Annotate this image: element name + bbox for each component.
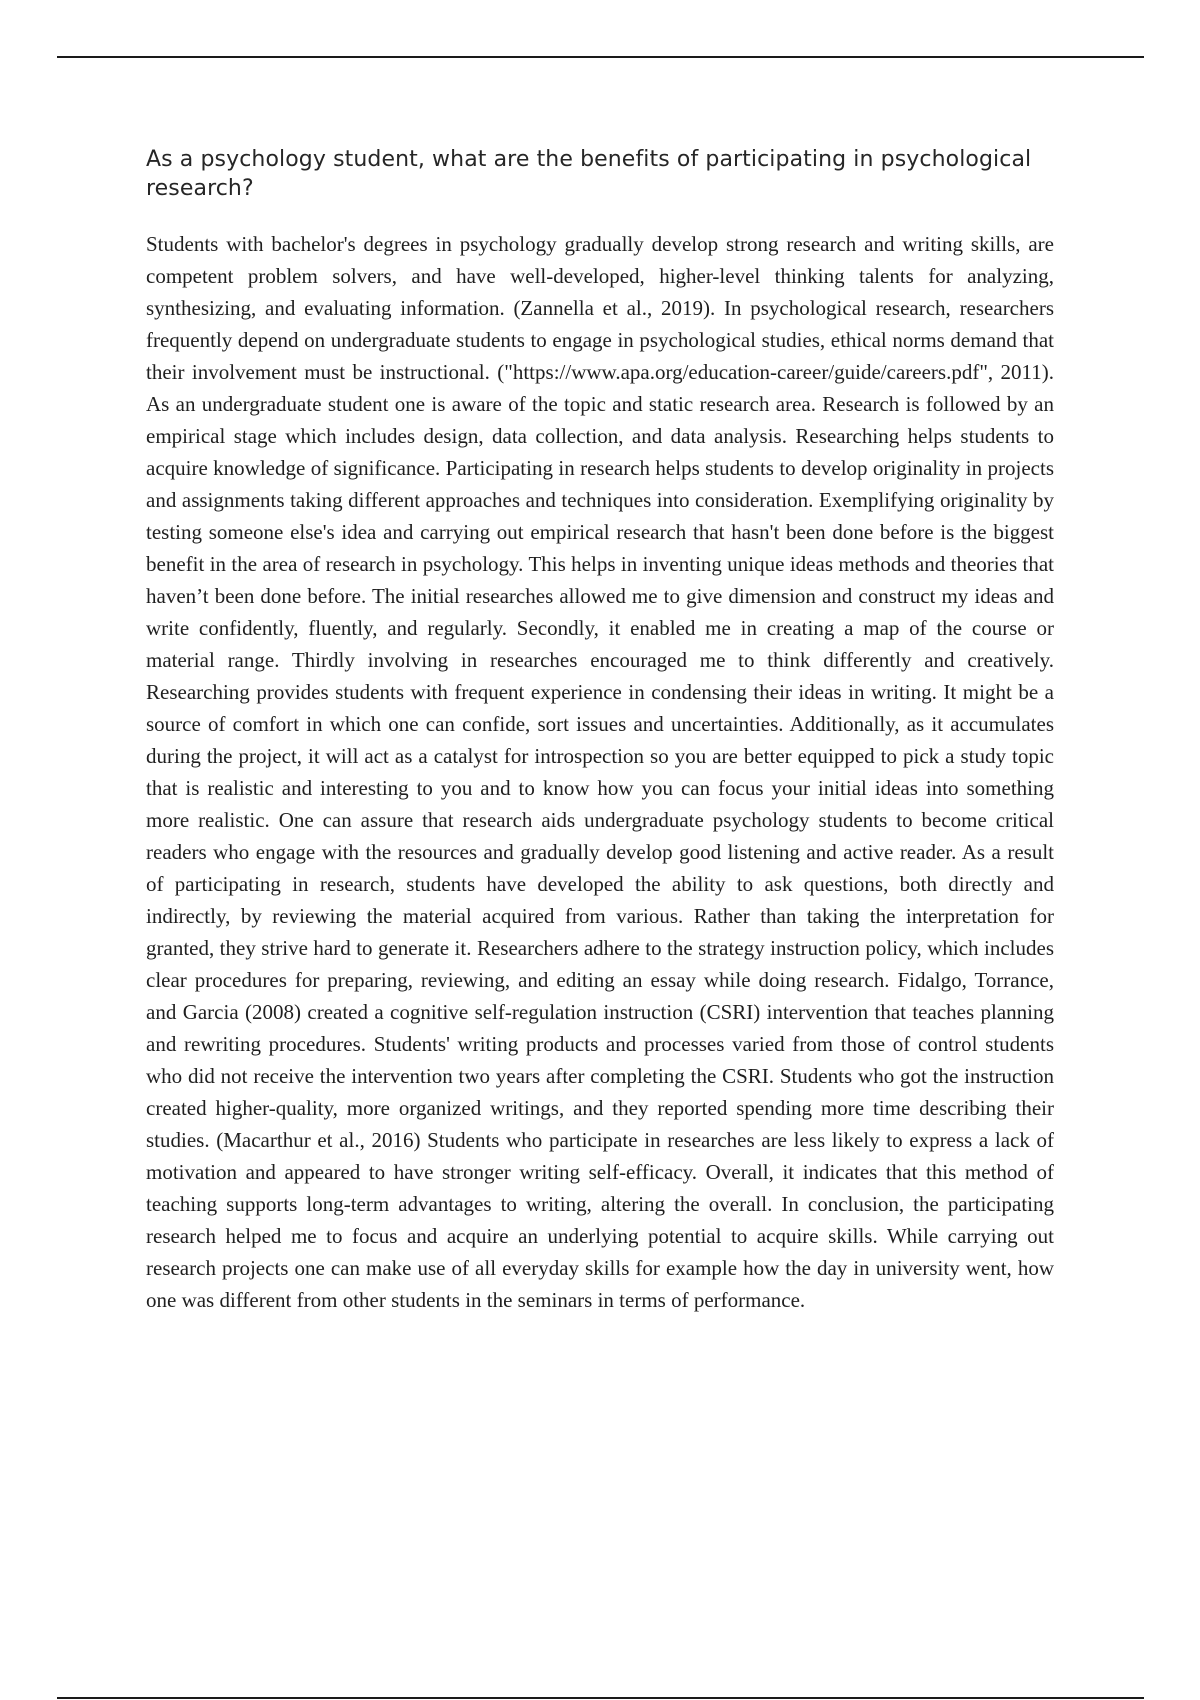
- top-divider: [57, 56, 1144, 58]
- answer-paragraph: Students with bachelor's degrees in psychology gradually develop strong research and writing skills, are competent problem solvers, and have well-developed, higher-level thinking talents for analyzing, synthesizing, and evaluating information. (Zannella et al., 2019). In psychological research, researchers frequently depend on undergraduate students to engage in psychological studies, ethical norms demand that their involvement must be instructional. ("https://www.apa.org/education-career/guide/careers.pdf", 2011). As an undergraduate student one is aware of the topic and static research area. Research is followed by an empirical stage which includes design, data collection, and data analysis. Researching helps students to acquire knowledge of significance. Participating in research helps students to develop originality in projects and assignments taking different approaches and techniques into consideration. Exemplifying originality by testing someone else's idea and carrying out empirical research that hasn't been done before is the biggest benefit in the area of research in psychology. This helps in inventing unique ideas methods and theories that haven’t been done before. The initial researches allowed me to give dimension and construct my ideas and write confidently, fluently, and regularly. Secondly, it enabled me in creating a map of the course or material range. Thirdly involving in researches encouraged me to think differently and creatively. Researching provides students with frequent experience in condensing their ideas in writing. It might be a source of comfort in which one can confide, sort issues and uncertainties. Additionally, as it accumulates during the project, it will act as a catalyst for introspection so you are better equipped to pick a study topic that is realistic and interesting to you and to know how you can focus your initial ideas into something more realistic. One can assure that research aids undergraduate psychology students to become critical readers who engage with the resources and gradually develop good listening and active reader. As a result of participating in research, students have developed the ability to ask questions, both directly and indirectly, by reviewing the material acquired from various. Rather than taking the interpretation for granted, they strive hard to generate it. Researchers adhere to the strategy instruction policy, which includes clear procedures for preparing, reviewing, and editing an essay while doing research. Fidalgo, Torrance, and Garcia (2008) created a cognitive self-regulation instruction (CSRI) intervention that teaches planning and rewriting procedures. Students' writing products and processes varied from those of control students who did not receive the intervention two years after completing the CSRI. Students who got the instruction created higher-quality, more organized writings, and they reported spending more time describing their studies. (Macarthur et al., 2016) Students who participate in researches are less likely to express a lack of motivation and appeared to have stronger writing self-efficacy. Overall, it indicates that this method of teaching supports long-term advantages to writing, altering the overall. In conclusion, the participating research helped me to focus and acquire an underlying potential to acquire skills. While carrying out research projects one can make use of all everyday skills for example how the day in university went, how one was different from other students in the seminars in terms of performance.: [146, 232, 1054, 1312]
- bottom-divider: [57, 1697, 1144, 1699]
- question-heading: As a psychology student, what are the benefits of participating in psychological research?: [146, 147, 1032, 201]
